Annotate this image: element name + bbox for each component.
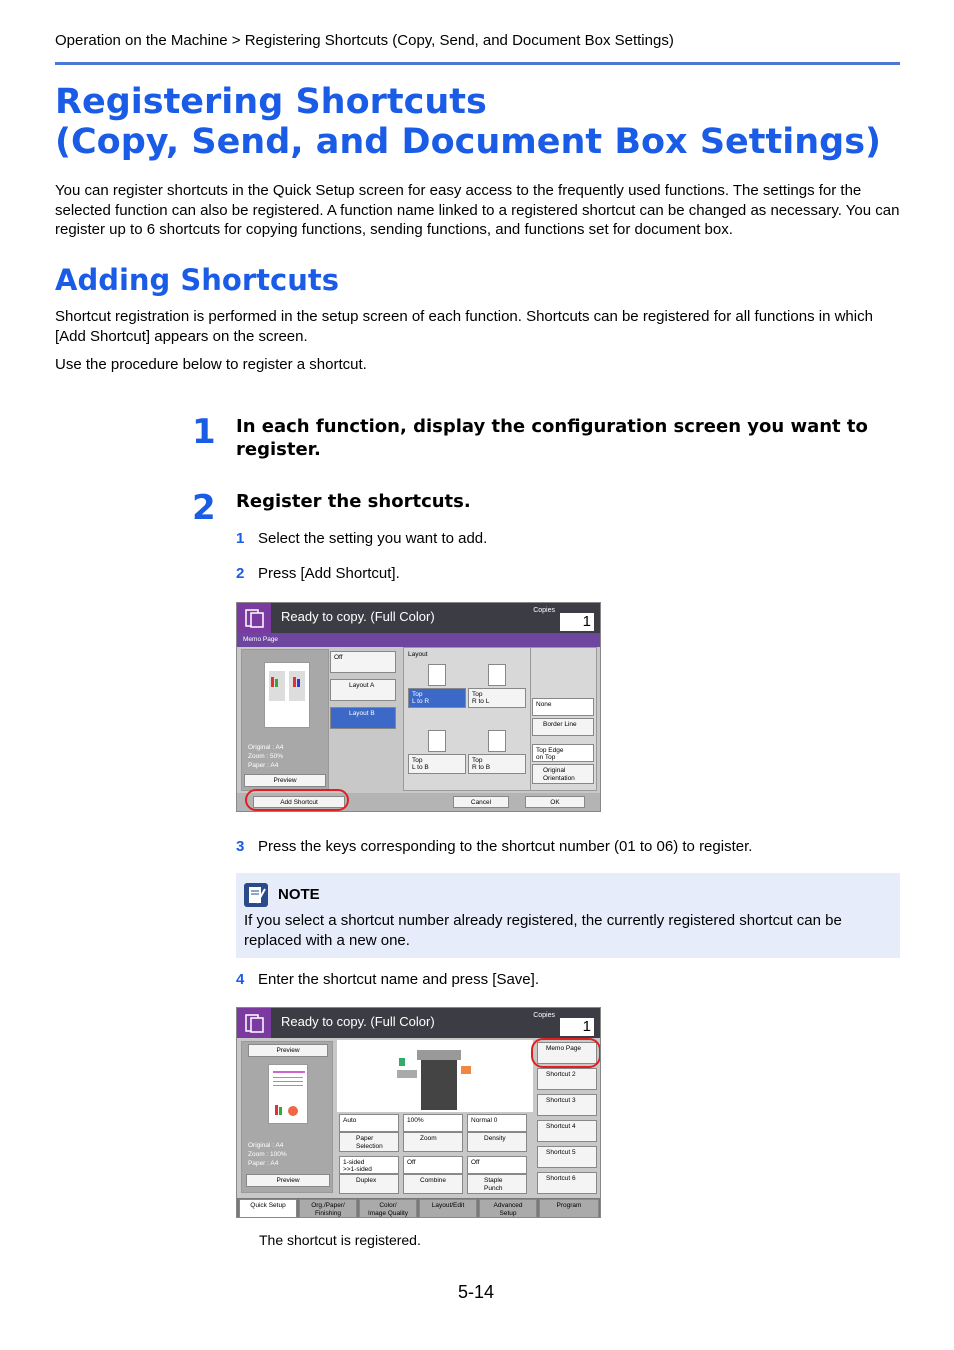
shortcut-5[interactable]: Shortcut 5 bbox=[537, 1146, 597, 1168]
staple-value: Off bbox=[467, 1156, 527, 1174]
preview-header: Preview bbox=[248, 1044, 328, 1057]
substep-1: 1 Select the setting you want to add. bbox=[236, 530, 488, 547]
tab-org-paper-finishing[interactable]: Org./Paper/ Finishing bbox=[299, 1199, 357, 1218]
info-zoom: Zoom : 50% bbox=[248, 753, 284, 760]
paper-selection-button[interactable]: Paper Selection bbox=[339, 1132, 399, 1152]
info-original: Original : A4 bbox=[248, 1142, 284, 1149]
border-line-button[interactable]: Border Line bbox=[532, 718, 594, 736]
orientation-value: Top Edge on Top bbox=[532, 744, 594, 762]
header-rule bbox=[55, 62, 900, 65]
duplex-value: 1-sided >>1-sided bbox=[339, 1156, 399, 1174]
layout-icon-1 bbox=[428, 664, 446, 686]
machine-image-area bbox=[337, 1040, 533, 1112]
section-heading: Adding Shortcuts bbox=[55, 263, 339, 297]
original-orientation-button[interactable]: Original Orientation bbox=[532, 764, 594, 784]
page-title bbox=[55, 82, 915, 162]
layout-label: Layout bbox=[408, 651, 428, 658]
zoom-value: 100% bbox=[403, 1114, 463, 1132]
staple-punch-button[interactable]: Staple Punch bbox=[467, 1174, 527, 1194]
density-button[interactable]: Density bbox=[467, 1132, 527, 1152]
screen-header bbox=[237, 1008, 600, 1038]
page-title-line-1: Registering Shortcuts bbox=[55, 82, 487, 122]
shortcut-memo-page[interactable]: Memo Page bbox=[537, 1042, 597, 1064]
layout-panel bbox=[403, 647, 597, 791]
zoom-button[interactable]: Zoom bbox=[403, 1132, 463, 1152]
layout-top-r-to-l[interactable]: Top R to L bbox=[468, 688, 526, 708]
substep-3: 3 Press the keys corresponding to the shortcut number (01 to 06) to register. bbox=[236, 838, 753, 855]
step-1-title: In each function, display the configuration screen you want to register. bbox=[236, 416, 868, 460]
preview-document bbox=[268, 1064, 308, 1124]
tab-memo-page: Memo Page bbox=[243, 636, 279, 643]
copy-icon bbox=[237, 1008, 271, 1038]
tab-bar bbox=[237, 633, 600, 647]
preview-panel bbox=[241, 1041, 333, 1193]
step-1-number: 1 bbox=[192, 412, 216, 452]
copies-label: Copies bbox=[533, 1012, 555, 1019]
step-2-title: Register the shortcuts. bbox=[236, 491, 471, 512]
step-2-number: 2 bbox=[192, 488, 216, 528]
layout-icon-3 bbox=[428, 730, 446, 752]
info-paper: Paper : A4 bbox=[248, 1160, 279, 1167]
screen-header bbox=[237, 603, 600, 633]
quick-setup-screen bbox=[236, 1007, 601, 1218]
info-zoom: Zoom : 100% bbox=[248, 1151, 287, 1158]
note-text: If you select a shortcut number already registered, the currently registered shortcut can be replaced with a new one. bbox=[244, 912, 842, 949]
highlight-ring bbox=[245, 789, 349, 811]
note-icon bbox=[244, 883, 268, 907]
cancel-button[interactable]: Cancel bbox=[453, 796, 509, 808]
layout-top-l-to-b[interactable]: Top L to B bbox=[408, 754, 466, 774]
page-number: 5-14 bbox=[458, 1282, 495, 1302]
section-paragraph-1: Shortcut registration is performed in the setup screen of each function. Shortcuts can be registered for all functions in which [Add Shortcut] appears on the screen. bbox=[55, 308, 873, 345]
option-layout-b[interactable]: Layout B bbox=[330, 707, 396, 729]
layout-divider bbox=[530, 648, 531, 790]
substep-4: 4 Enter the shortcut name and press [Save]. bbox=[236, 971, 539, 988]
preview-document bbox=[264, 662, 310, 728]
shortcut-3[interactable]: Shortcut 3 bbox=[537, 1094, 597, 1116]
shortcut-6[interactable]: Shortcut 6 bbox=[537, 1172, 597, 1194]
combine-button[interactable]: Combine bbox=[403, 1174, 463, 1194]
option-layout-a[interactable]: Layout A bbox=[330, 679, 396, 701]
layout-icon-2 bbox=[488, 664, 506, 686]
copies-value[interactable]: 1 bbox=[560, 613, 594, 631]
shortcut-4[interactable]: Shortcut 4 bbox=[537, 1120, 597, 1142]
copies-value[interactable]: 1 bbox=[560, 1018, 594, 1036]
info-original: Original : A4 bbox=[248, 744, 284, 751]
ok-button[interactable]: OK bbox=[525, 796, 585, 808]
breadcrumb: Operation on the Machine > Registering Shortcuts (Copy, Send, and Document Box Settings) bbox=[55, 32, 674, 49]
intro-paragraph: You can register shortcuts in the Quick Setup screen for easy access to the frequently used functions. The settings for the selected function can also be registered. A function name linked to a registered shortcut can be changed as necessary. You can register up to 6 shortcuts for copying functions, sending functions, and functions set for document box. bbox=[55, 182, 900, 238]
note-label: NOTE bbox=[278, 886, 320, 903]
preview-button[interactable]: Preview bbox=[244, 774, 326, 787]
layout-top-l-to-r[interactable]: Top L to R bbox=[408, 688, 466, 708]
memo-page-screen bbox=[236, 602, 601, 812]
preview-panel bbox=[241, 649, 329, 791]
tab-layout-edit[interactable]: Layout/Edit bbox=[419, 1199, 477, 1218]
layout-top-r-to-b[interactable]: Top R to B bbox=[468, 754, 526, 774]
page-title-line-2: (Copy, Send, and Document Box Settings) bbox=[55, 122, 882, 162]
tab-color-image-quality[interactable]: Color/ Image Quality bbox=[359, 1199, 417, 1218]
tab-quick-setup[interactable]: Quick Setup bbox=[239, 1199, 297, 1218]
density-value: Normal 0 bbox=[467, 1114, 527, 1132]
shortcut-2[interactable]: Shortcut 2 bbox=[537, 1068, 597, 1090]
duplex-button[interactable]: Duplex bbox=[339, 1174, 399, 1194]
border-value: None bbox=[532, 698, 594, 716]
info-paper: Paper : A4 bbox=[248, 762, 279, 769]
status-text: Ready to copy. (Full Color) bbox=[281, 1014, 435, 1029]
note-box bbox=[236, 873, 900, 958]
preview-button[interactable]: Preview bbox=[246, 1174, 330, 1187]
highlight-ring bbox=[531, 1038, 601, 1068]
substep-2: 2 Press [Add Shortcut]. bbox=[236, 565, 400, 582]
result-text: The shortcut is registered. bbox=[259, 1232, 421, 1248]
section-paragraph-2: Use the procedure below to register a shortcut. bbox=[55, 356, 367, 373]
option-off[interactable]: Off bbox=[330, 651, 396, 673]
tab-advanced-setup[interactable]: Advanced Setup bbox=[479, 1199, 537, 1218]
add-shortcut-button[interactable]: Add Shortcut bbox=[253, 796, 345, 808]
status-text: Ready to copy. (Full Color) bbox=[281, 609, 435, 624]
tab-program[interactable]: Program bbox=[539, 1199, 599, 1218]
printer-icon bbox=[337, 1040, 533, 1112]
copy-icon bbox=[237, 603, 271, 633]
combine-value: Off bbox=[403, 1156, 463, 1174]
paper-value: Auto bbox=[339, 1114, 399, 1132]
layout-icon-4 bbox=[488, 730, 506, 752]
copies-label: Copies bbox=[533, 607, 555, 614]
